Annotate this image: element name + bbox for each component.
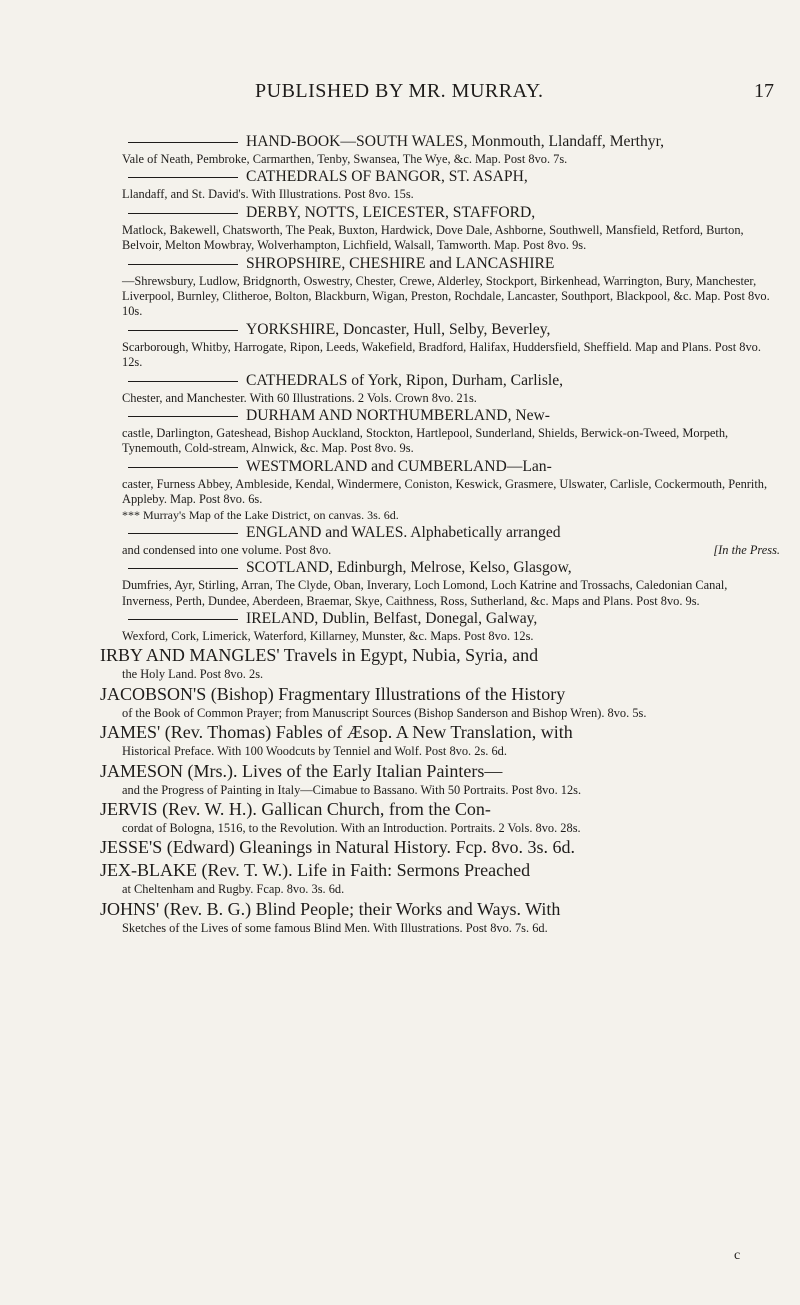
entry-description: Llandaff, and St. David's. With Illustrations. Post 8vo. 15s. (122, 187, 414, 202)
catalogue-sub-entry (100, 254, 780, 320)
catalogue-entry (100, 798, 780, 836)
catalogue-sub-entry (100, 558, 780, 609)
entry-body (100, 477, 780, 508)
entry-heading: YORKSHIRE, Doncaster, Hull, Selby, Beverley, (100, 320, 780, 340)
entry-description: Dumfries, Ayr, Stirling, Arran, The Clyde, Oban, Inverary, Loch Lomond, Loch Katrine and Trossachs, Caledonian Canal, Inverness, Perth, Dundee, Aberdeen, Braemar, Skye, Caithness, Ross, Sutherland, &c. Maps and Plans. Post 8vo. 9s. (122, 578, 728, 608)
entry-body (100, 391, 780, 406)
entry-heading: ENGLAND and WALES. Alphabetically arranged (100, 523, 780, 543)
entry-description: Historical Preface. With 100 Woodcuts by Tenniel and Wolf. Post 8vo. 2s. 6d. (122, 744, 507, 759)
entry-heading: JESSE'S (Edward) Gleanings in Natural History. Fcp. 8vo. 3s. 6d. (100, 837, 576, 858)
entry-body (100, 578, 780, 609)
press-status: [In the Press. (713, 542, 780, 557)
entry-description: at Cheltenham and Rugby. Fcap. 8vo. 3s. 6d. (122, 882, 345, 897)
catalogue-sub-entry (100, 457, 780, 508)
entry-description: cordat of Bologna, 1516, to the Revolution. With an Introduction. Portraits. 2 Vols. 8vo. 28s. (122, 820, 581, 835)
entry-heading: JAMESON (Mrs.). Lives of the Early Italian Painters— (100, 760, 503, 781)
catalogue-sub-entry (100, 371, 780, 406)
entry-body (100, 783, 780, 798)
entry-description: castle, Darlington, Gateshead, Bishop Auckland, Stockton, Hartlepool, Sunderland, Shields, Berwick-on-Tweed, Morpeth, Tynemouth, Cold-stream, Alnwick, &c. Map. Post 8vo. 9s. (122, 426, 729, 456)
entry-body (100, 821, 780, 836)
entry-description: and condensed into one volume. Post 8vo. (122, 542, 332, 557)
catalogue-sub-entry (100, 132, 780, 167)
entry-heading: IRBY AND MANGLES' Travels in Egypt, Nubia, Syria, and (100, 645, 539, 666)
catalogue-entry (100, 644, 780, 682)
entry-body (100, 921, 780, 936)
entry-heading: IRELAND, Dublin, Belfast, Donegal, Galway, (100, 609, 780, 629)
entry-heading: JOHNS' (Rev. B. G.) Blind People; their Works and Ways. With (100, 898, 561, 919)
entry-body (100, 629, 780, 644)
catalogue-note: *** Murray's Map of the Lake District, on canvas. 3s. 6d. (122, 507, 399, 522)
entry-heading: HAND-BOOK—SOUTH WALES, Monmouth, Llandaff, Merthyr, (100, 132, 780, 152)
catalogue-sub-entry (100, 167, 780, 202)
entry-body (100, 274, 780, 320)
catalogue-entry (100, 760, 780, 798)
entry-body (100, 187, 780, 202)
entry-heading: CATHEDRALS OF BANGOR, ST. ASAPH, (100, 167, 780, 187)
catalogue-entry (100, 836, 780, 859)
entry-heading: JERVIS (Rev. W. H.). Gallican Church, from the Con- (100, 798, 491, 819)
catalogue-sub-entry (100, 609, 780, 644)
entry-body (100, 426, 780, 457)
page-header (0, 80, 800, 120)
entry-description: Scarborough, Whitby, Harrogate, Ripon, Leeds, Wakefield, Bradford, Halifax, Huddersfield, Sheffield. Map and Plans. Post 8vo. 12s. (122, 339, 761, 370)
entry-body (100, 152, 780, 167)
entry-body (100, 882, 780, 897)
entry-body (100, 223, 780, 254)
entry-body (100, 543, 780, 558)
entry-body (100, 744, 780, 759)
entry-description: Matlock, Bakewell, Chatsworth, The Peak, Buxton, Hardwick, Dove Dale, Ashborne, Southwell, Mansfield, Retford, Burton, Belvoir, Melton Mowbray, Wolverhampton, Lichfield, Walsall, Tamworth. Map. Post 8vo. 9s. (122, 222, 744, 253)
catalogue-entry (100, 721, 780, 759)
catalogue-sub-entry (100, 203, 780, 254)
entry-heading: SHROPSHIRE, CHESHIRE and LANCASHIRE (100, 254, 780, 274)
entry-heading: SCOTLAND, Edinburgh, Melrose, Kelso, Glasgow, (100, 558, 780, 578)
entry-description: Wexford, Cork, Limerick, Waterford, Killarney, Munster, &c. Maps. Post 8vo. 12s. (122, 628, 534, 643)
entry-description: —Shrewsbury, Ludlow, Bridgnorth, Oswestry, Chester, Crewe, Alderley, Stockport, Birkenhead, Warrington, Bury, Manchester, Liverpool, Burnley, Clitheroe, Bolton, Blackburn, Wigan, Preston, Rochdale, Lancaster, Southport, Blackpool, &c. Map. Post 8vo. 10s. (122, 273, 770, 319)
catalogue-sub-entry (100, 406, 780, 457)
entry-description: Vale of Neath, Pembroke, Carmarthen, Tenby, Swansea, The Wye, &c. Map. Post 8vo. 7s. (122, 152, 568, 166)
page-number: 17 (754, 80, 774, 102)
entry-body (100, 706, 780, 721)
catalogue-entry (100, 898, 780, 936)
entry-heading: WESTMORLAND and CUMBERLAND—Lan- (100, 457, 780, 477)
entry-heading: CATHEDRALS of York, Ripon, Durham, Carlisle, (100, 371, 780, 391)
running-title: PUBLISHED BY MR. MURRAY. (255, 80, 544, 102)
entry-body (100, 667, 780, 682)
catalogue-entry (100, 683, 780, 721)
entry-description: Chester, and Manchester. With 60 Illustrations. 2 Vols. Crown 8vo. 21s. (122, 390, 477, 405)
entry-body (100, 340, 780, 371)
signature-mark: c (734, 1248, 741, 1263)
entry-description: Sketches of the Lives of some famous Blind Men. With Illustrations. Post 8vo. 7s. 6d. (122, 920, 548, 935)
entry-heading: DERBY, NOTTS, LEICESTER, STAFFORD, (100, 203, 780, 223)
catalogue-entry (100, 859, 780, 897)
entry-heading: JEX-BLAKE (Rev. T. W.). Life in Faith: Sermons Preached (100, 860, 531, 881)
catalogue-sub-entry (100, 320, 780, 371)
entry-description: the Holy Land. Post 8vo. 2s. (122, 667, 264, 682)
entry-heading: JAMES' (Rev. Thomas) Fables of Æsop. A New Translation, with (100, 722, 573, 743)
catalogue-list (100, 132, 780, 936)
entry-heading: DURHAM AND NORTHUMBERLAND, New- (100, 406, 780, 426)
entry-description: caster, Furness Abbey, Ambleside, Kendal, Windermere, Coniston, Keswick, Grasmere, Ulswater, Carlisle, Cockermouth, Penrith, Appleby. Map. Post 8vo. 6s. (122, 476, 768, 507)
catalogue-sub-entry (100, 523, 780, 558)
entry-description: and the Progress of Painting in Italy—Cimabue to Bassano. With 50 Portraits. Post 8vo. 12s. (122, 782, 582, 797)
entry-description: of the Book of Common Prayer; from Manuscript Sources (Bishop Sanderson and Bishop Wren). 8vo. 5s. (122, 705, 647, 720)
entry-heading: JACOBSON'S (Bishop) Fragmentary Illustrations of the History (100, 683, 566, 704)
